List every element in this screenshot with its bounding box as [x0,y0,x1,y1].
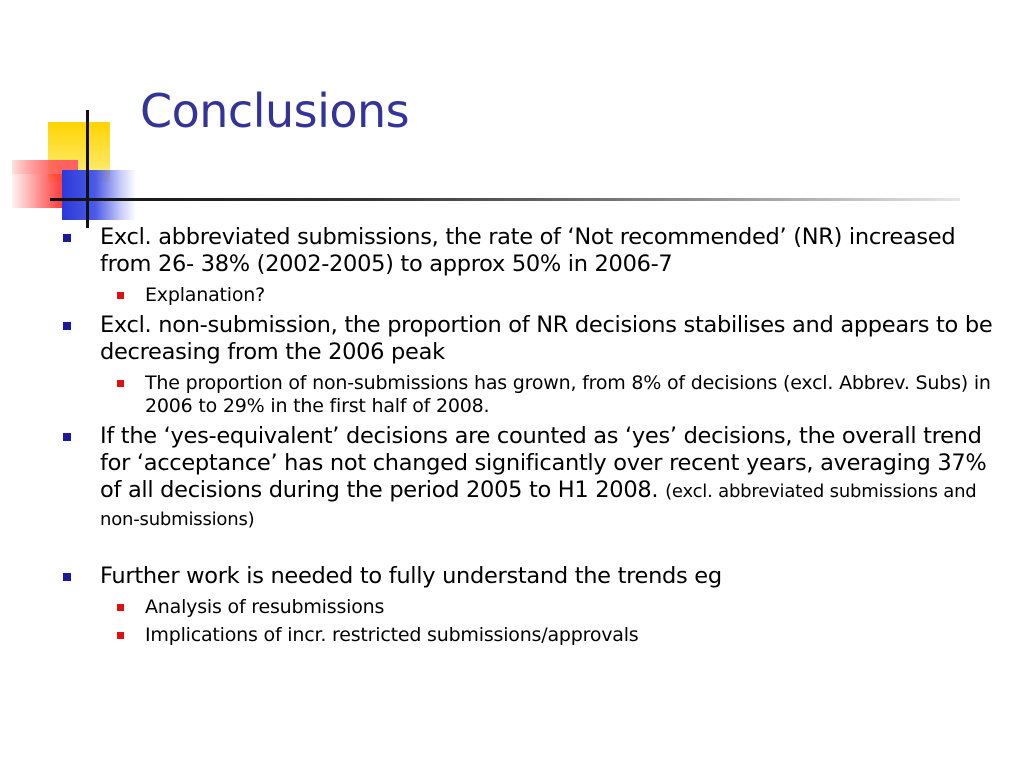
bullet-text: Excl. non-submission, the proportion of NR decisions stabilises and appears to be decreasing from the 2006 peak [100,312,993,365]
logo-blue-block [62,170,136,220]
bullet-square-icon [63,433,71,441]
bullet-text: Further work is needed to fully understand the trends eg [100,563,722,589]
bullet-item [60,312,1000,366]
slide-title: Conclusions [140,84,410,138]
sub-bullet-item [60,624,1000,647]
sub-bullet-square-icon [117,380,124,387]
sub-bullet-square-icon [117,292,124,299]
sub-bullet-item [60,372,1000,418]
sub-bullet-square-icon [117,604,124,611]
sub-bullet-item [60,596,1000,619]
sub-bullet-text: Implications of incr. restricted submissions/approvals [145,624,639,646]
bullet-note: (excl. abbreviated submissions and non-submissions) [100,481,977,530]
slide-body [60,224,1000,652]
bullet-item [60,423,1000,533]
sub-bullet-text: Explanation? [145,284,265,306]
logo-vertical-line [86,110,89,228]
bullet-item [60,563,1000,590]
bullet-text: Excl. abbreviated submissions, the rate of ‘Not recommended’ (NR) increased from 26- 38% (2002-2005) to approx 50% in 2006-7 [100,224,956,277]
sub-bullet-text: The proportion of non-submissions has grown, from 8% of decisions (excl. Abbrev. Subs) in 2006 to 29% in the first half of 2008. [145,372,991,417]
sub-bullet-square-icon [117,632,124,639]
bullet-square-icon [63,322,71,330]
spacer [60,539,1000,563]
bullet-text: If the ‘yes-equivalent’ decisions are counted as ‘yes’ decisions, the overall trend for ‘acceptance’ has not changed significantly over recent years, averaging 37% of all decisions during the period 2005 to H1 2008. [100,423,987,503]
bullet-square-icon [63,234,71,242]
title-underline [50,198,960,201]
sub-bullet-text: Analysis of resubmissions [145,596,385,618]
sub-bullet-item [60,284,1000,307]
bullet-item [60,224,1000,278]
bullet-square-icon [63,573,71,581]
